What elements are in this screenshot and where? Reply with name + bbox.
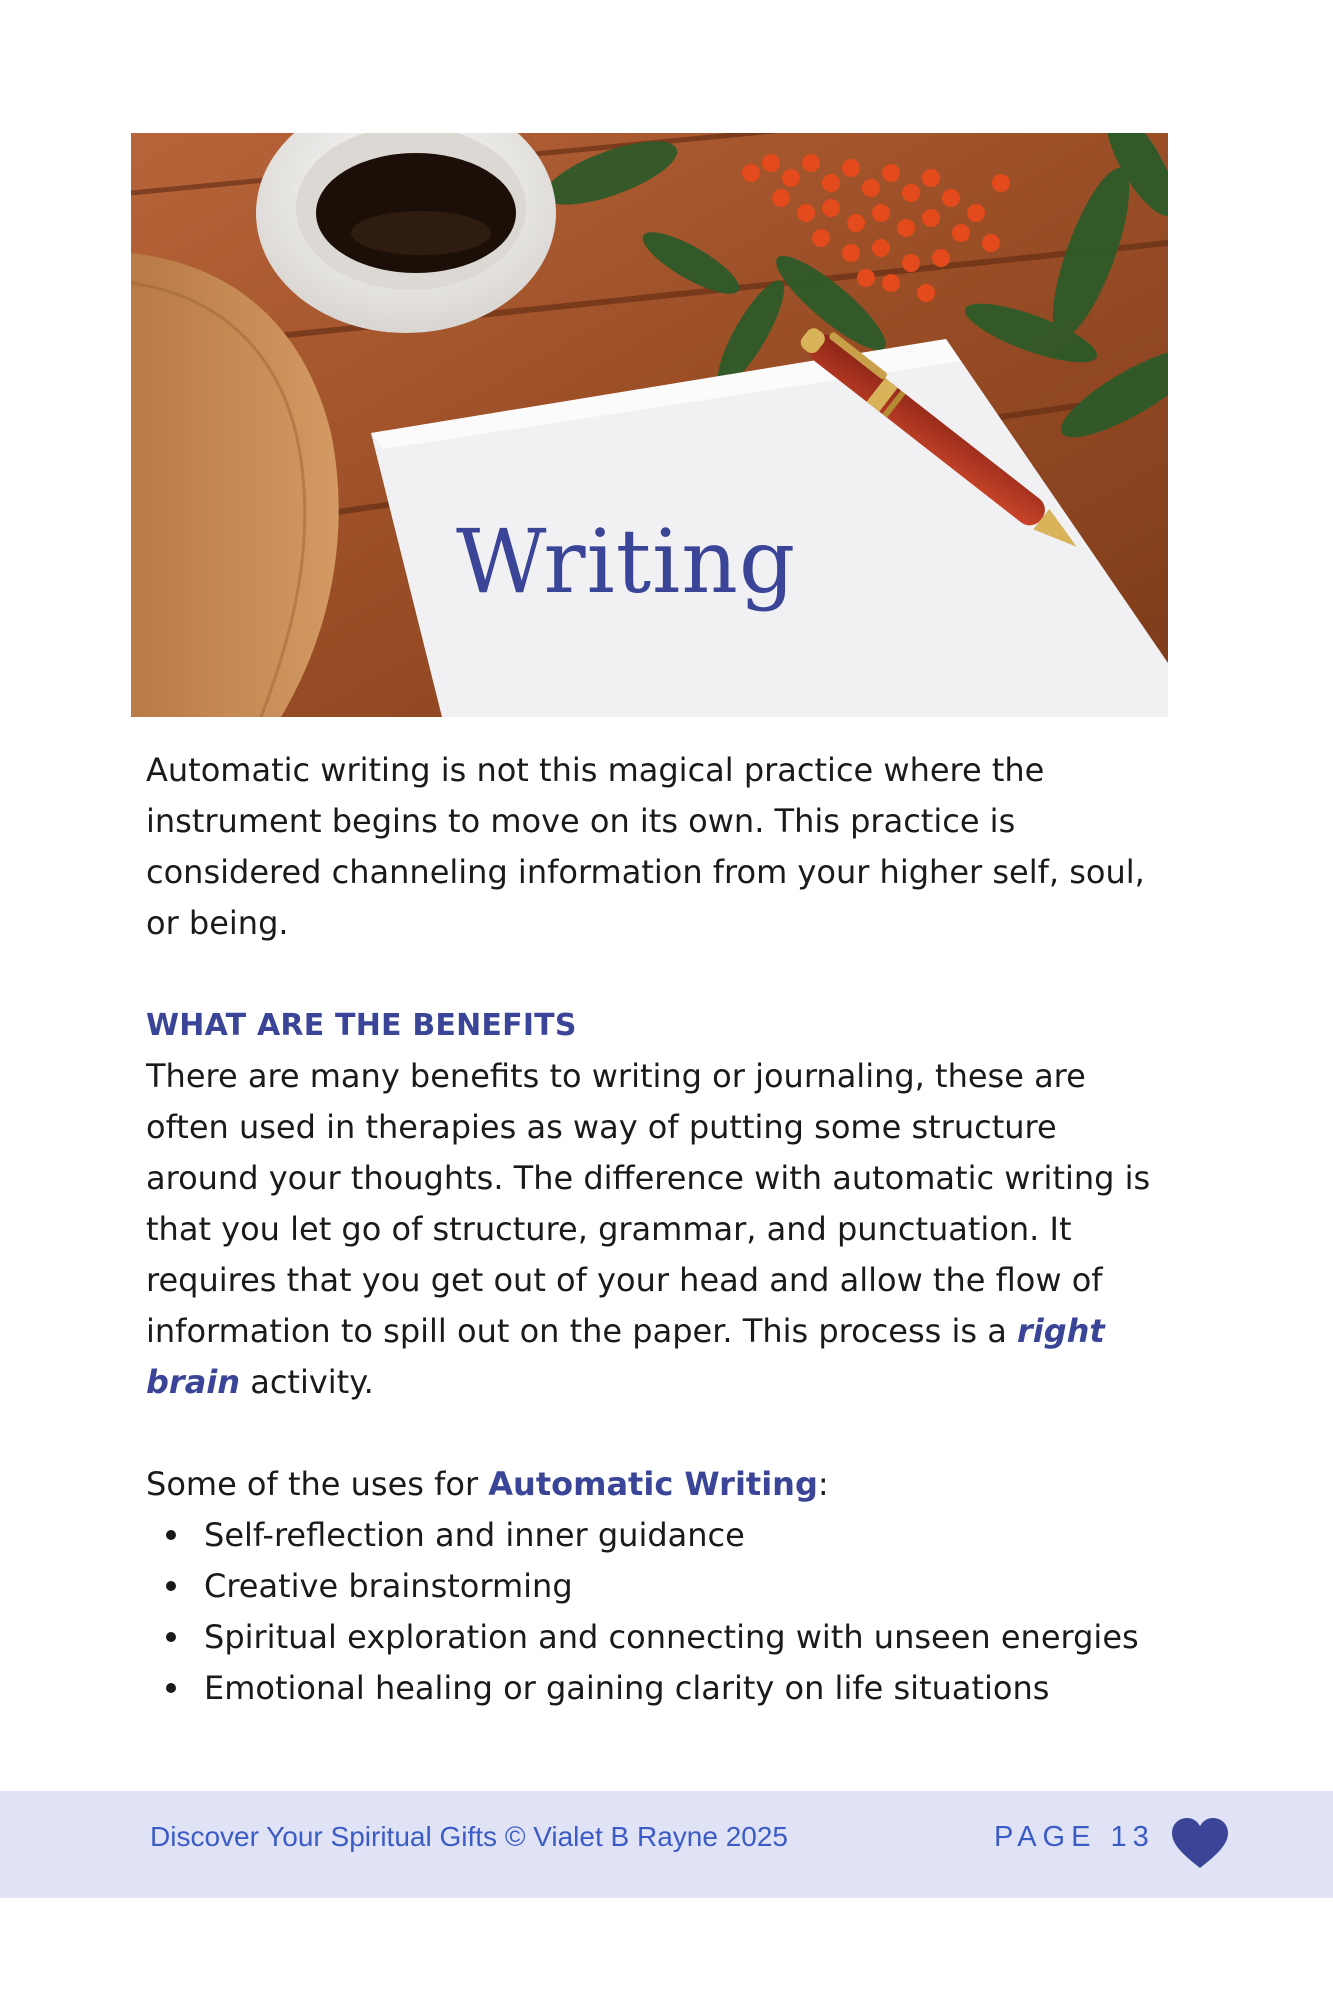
benefits-text-end: activity. [240, 1363, 374, 1401]
list-item [146, 1510, 1156, 1561]
list-item-text: Self-reflection and inner guidance [204, 1516, 745, 1554]
uses-intro [146, 1459, 1156, 1510]
list-item-text: Emotional healing or gaining clarity on life situations [204, 1669, 1050, 1707]
hero-image [131, 133, 1168, 717]
uses-intro-text: Some of the uses for [146, 1465, 489, 1503]
list-item-text: Spiritual exploration and connecting with unseen energies [204, 1618, 1139, 1656]
bullet-icon [166, 1632, 176, 1642]
right-brain-emphasis: right brain [146, 1312, 1105, 1401]
page-number: PAGE 13 [994, 1821, 1155, 1853]
benefits-heading: WHAT ARE THE BENEFITS [146, 1008, 577, 1043]
list-item [146, 1612, 1156, 1663]
intro-paragraph: Automatic writing is not this magical practice where the instrument begins to move on its own. This practice is considered channeling information from your higher self, soul, or being. [146, 751, 1145, 942]
main-content [146, 745, 1156, 1714]
uses-intro-colon: : [817, 1465, 829, 1503]
footer-bar [0, 1791, 1333, 1898]
spacer [146, 949, 1156, 1000]
footer-copyright: Discover Your Spiritual Gifts © Vialet B Rayne 2025 [150, 1821, 788, 1852]
benefits-text: There are many benefits to writing or journaling, these are often used in therapies as way of putting some structure around your thoughts. The difference with automatic writing is that you let go of structure, grammar, and punctuation. It requires that you get out of your head and allow the flow of information to spill out on the paper. This process is a [146, 1057, 1151, 1350]
hero-photo-illustration [131, 133, 1168, 717]
list-item-text: Creative brainstorming [204, 1567, 573, 1605]
heart-icon [1172, 1818, 1228, 1870]
benefits-paragraph [146, 1051, 1156, 1408]
bullet-icon [166, 1683, 176, 1693]
list-item [146, 1561, 1156, 1612]
automatic-writing-emphasis: Automatic Writing [488, 1465, 818, 1503]
hero-title: Writing [456, 510, 797, 613]
bullet-icon [166, 1530, 176, 1540]
uses-list [146, 1510, 1156, 1714]
bullet-icon [166, 1581, 176, 1591]
spacer [146, 1408, 1156, 1459]
list-item [146, 1663, 1156, 1714]
